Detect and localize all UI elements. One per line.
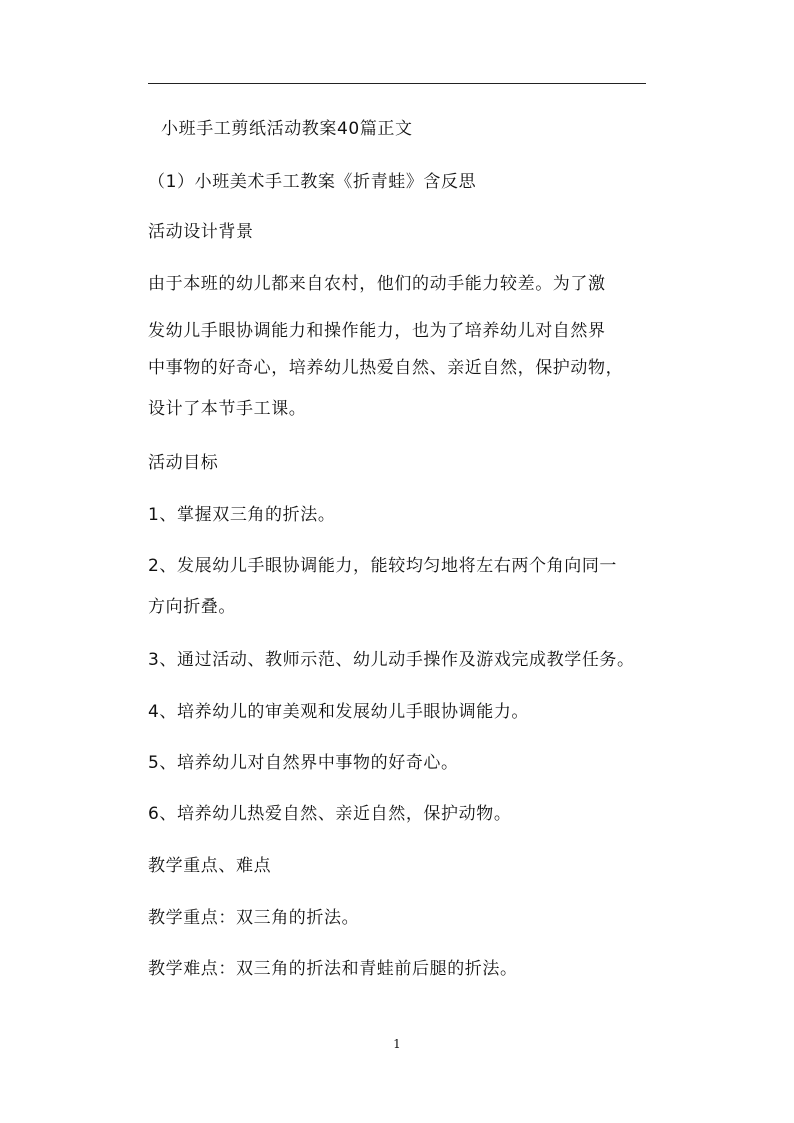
document-subtitle: （1）小班美术手工教案《折青蛙》含反思	[148, 172, 477, 192]
paragraph-line: 设计了本节手工课。	[148, 399, 307, 419]
list-item: 6、培养幼儿热爱自然、亲近自然，保护动物。	[148, 804, 512, 824]
paragraph-line: 中事物的好奇心，培养幼儿热爱自然、亲近自然，保护动物，	[148, 358, 624, 378]
list-item-continuation: 方向折叠。	[148, 597, 236, 617]
section-heading-key-points: 教学重点、难点	[148, 856, 272, 876]
document-title: 小班手工剪纸活动教案40篇正文	[161, 119, 413, 139]
paragraph-line: 教学重点：双三角的折法。	[148, 908, 360, 928]
paragraph-line: 教学难点：双三角的折法和青蛙前后腿的折法。	[148, 959, 518, 979]
list-item: 4、培养幼儿的审美观和发展幼儿手眼协调能力。	[148, 702, 530, 722]
section-heading-goals: 活动目标	[148, 453, 219, 473]
paragraph-line: 由于本班的幼儿都来自农村，他们的动手能力较差。为了激	[148, 274, 606, 294]
header-divider	[148, 83, 646, 84]
list-item: 1、掌握双三角的折法。	[148, 505, 336, 525]
list-item: 2、发展幼儿手眼协调能力，能较均匀地将左右两个角向同一	[148, 556, 618, 576]
section-heading-background: 活动设计背景	[148, 222, 254, 242]
list-item: 5、培养幼儿对自然界中事物的好奇心。	[148, 753, 459, 773]
paragraph-line: 发幼儿手眼协调能力和操作能力，也为了培养幼儿对自然界	[148, 321, 606, 341]
page-number: 1	[393, 1037, 401, 1051]
list-item: 3、通过活动、教师示范、幼儿动手操作及游戏完成教学任务。	[148, 650, 635, 670]
